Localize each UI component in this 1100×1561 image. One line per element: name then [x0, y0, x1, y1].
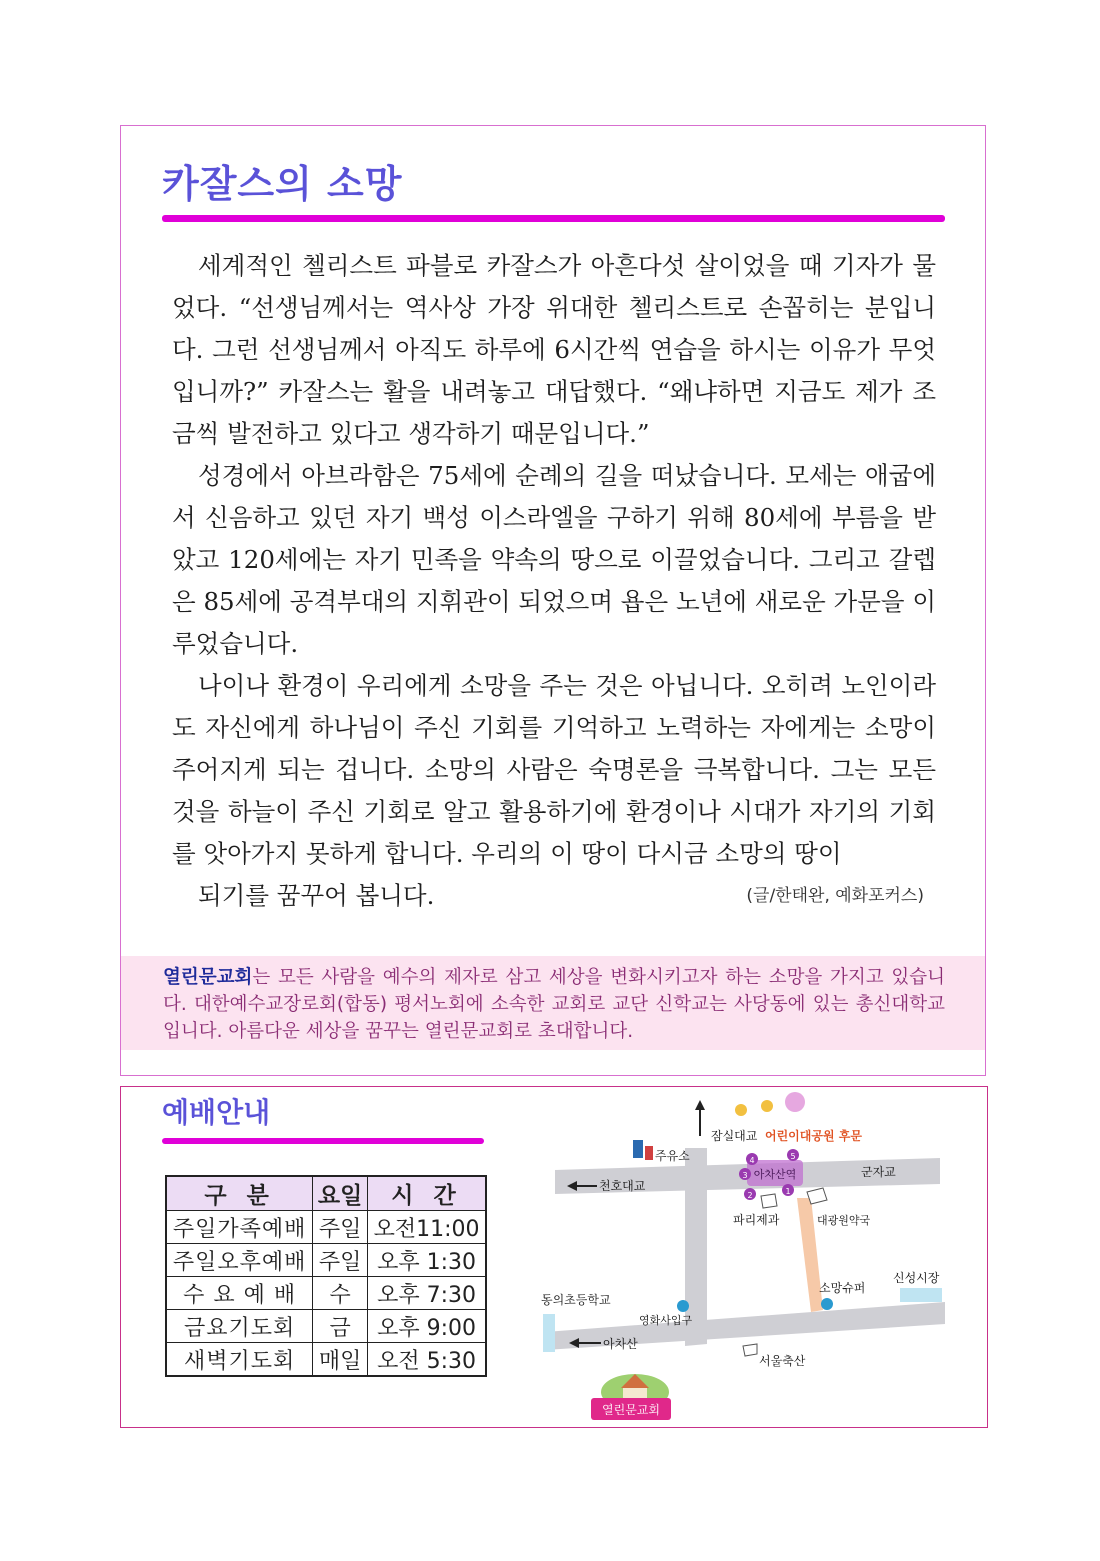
- park-flower-icon: [735, 1104, 747, 1116]
- north-arrow-icon: [695, 1100, 705, 1110]
- building-icon: [807, 1188, 827, 1204]
- map-label-achasan: 아차산: [603, 1337, 638, 1351]
- gas-attendant-icon: [645, 1146, 653, 1160]
- map-label-station: 아차산역: [753, 1168, 797, 1181]
- exit-number: 5: [790, 1152, 796, 1161]
- service-time: 오후 1:30: [368, 1244, 486, 1277]
- worship-underline: [162, 1138, 484, 1144]
- article-paragraph-2: 성경에서 아브라함은 75세에 순례의 길을 떠났습니다. 모세는 애굽에서 신음하고 있던 자기 백성 이스라엘을 구하기 위해 80세에 부름을 받았고 120세에는 자기 민족을 약속의 땅으로 이끌었습니다. 그리고 갈렙은 85세에 공격부대의 지휘관이 되었으며 욥은 노년에 새로운 가문을 이루었습니다.: [172, 461, 936, 658]
- market-block: [900, 1288, 942, 1302]
- building-icon: [743, 1344, 757, 1356]
- map-label-park: 어린이대공원 후문: [765, 1129, 862, 1143]
- exit-number: 1: [785, 1187, 791, 1196]
- table-row: [166, 1343, 486, 1377]
- street-sign-icon: [677, 1300, 689, 1312]
- service-day: 매일: [313, 1343, 368, 1377]
- service-day: 주일: [313, 1244, 368, 1277]
- service-name: 수 요 예 배: [166, 1277, 313, 1310]
- map-label-bakery: 파리제과: [733, 1213, 780, 1227]
- service-name: 금요기도회: [166, 1310, 313, 1343]
- school-block: [543, 1314, 555, 1352]
- map-label-church: 열린문교회: [602, 1403, 660, 1417]
- map-label-gunja: 군자교: [861, 1165, 896, 1179]
- notice-text: 는 모든 사람을 예수의 제자로 삼고 세상을 변화시키고자 하는 소망을 가지고 있습니다. 대한예수교장로회(합동) 평서노회에 소속한 교회로 교단 신학교는 사당동에 있는 총신대학교입니다. 아름다운 세상을 꿈꾸는 열린문교회로 초대합니다.: [163, 967, 945, 1042]
- building-icon: [761, 1194, 777, 1208]
- table-row: [166, 1277, 486, 1310]
- service-name: 주일오후예배: [166, 1244, 313, 1277]
- service-name: 주일가족예배: [166, 1211, 313, 1244]
- exit-number: 2: [747, 1191, 753, 1200]
- service-time: 오전11:00: [368, 1211, 486, 1244]
- header-day: 요일: [313, 1176, 368, 1211]
- service-time: 오후 7:30: [368, 1277, 486, 1310]
- park-flower-icon: [761, 1100, 773, 1112]
- service-day: 수: [313, 1277, 368, 1310]
- church-name: 열린문교회: [163, 967, 253, 988]
- service-day: 금: [313, 1310, 368, 1343]
- location-map: [535, 1088, 955, 1428]
- article-body: [172, 245, 936, 917]
- header-time: 시 간: [368, 1176, 486, 1211]
- map-drawing: [535, 1088, 955, 1428]
- map-label-pharmacy: 대광원약국: [817, 1214, 871, 1227]
- service-time: 오후 9:00: [368, 1310, 486, 1343]
- title-underline: [162, 215, 945, 222]
- map-label-school: 동의초등학교: [541, 1293, 611, 1307]
- map-label-gas: 주유소: [655, 1149, 690, 1163]
- exit-number: 4: [749, 1156, 755, 1165]
- article-paragraph-3-text: 나이나 환경이 우리에게 소망을 주는 것은 아닙니다. 오히려 노인이라도 자신에게 하나님이 주신 기회를 기억하고 노력하는 자에게는 소망이 주어지게 되는 겁니다. 소망의 사람은 숙명론을 극복합니다. 그는 모든 것을 하늘이 주신 기회로 알고 활용하기에 환경이나 시대가 자기의 기회를 앗아가지 못하게 합니다. 우리의 이 땅이 다시금 소망의 땅이: [172, 671, 936, 868]
- header-category: 구 분: [166, 1176, 313, 1211]
- service-time: 오전 5:30: [368, 1343, 486, 1377]
- table-row: [166, 1211, 486, 1244]
- article-paragraph-1: 세계적인 첼리스트 파블로 카잘스가 아흔다섯 살이었을 때 기자가 물었다. “선생님께서는 역사상 가장 위대한 첼리스트로 손꼽히는 분입니다. 그런 선생님께서 아직도 하루에 6시간씩 연습을 하시는 이유가 무엇입니까?” 카잘스는 활을 내려놓고 대답했다. “왜냐하면 지금도 제가 조금씩 발전하고 있다고 생각하기 때문입니다.”: [172, 251, 936, 448]
- map-label-jamsil: 잠실대교: [711, 1129, 758, 1143]
- table-row: [166, 1244, 486, 1277]
- article-credit: (글/한태완, 예화포커스): [746, 886, 924, 906]
- service-name: 새벽기도회: [166, 1343, 313, 1377]
- article-closing-line: [172, 875, 936, 917]
- article-last-line: 되기를 꿈꾸어 봅니다.: [198, 881, 435, 910]
- service-day: 주일: [313, 1211, 368, 1244]
- article-paragraph-3: [172, 665, 936, 875]
- worship-title: 예배안내: [162, 1096, 271, 1129]
- map-label-movie: 영화사입구: [639, 1314, 693, 1327]
- street-sign-icon: [821, 1298, 833, 1310]
- map-label-somang: 소망슈퍼: [819, 1281, 866, 1295]
- park-umbrella-icon: [785, 1092, 805, 1112]
- gas-pump-icon: [633, 1140, 643, 1158]
- table-header-row: [166, 1176, 486, 1211]
- church-notice: [121, 956, 985, 1050]
- exit-number: 3: [742, 1171, 748, 1180]
- map-label-cheonho: 천호대교: [599, 1179, 646, 1193]
- table-row: [166, 1310, 486, 1343]
- map-label-butcher: 서울축산: [759, 1354, 806, 1368]
- article-title: 카잘스의 소망: [162, 162, 403, 206]
- map-label-market: 신성시장: [893, 1271, 940, 1285]
- worship-schedule-table: [165, 1175, 487, 1377]
